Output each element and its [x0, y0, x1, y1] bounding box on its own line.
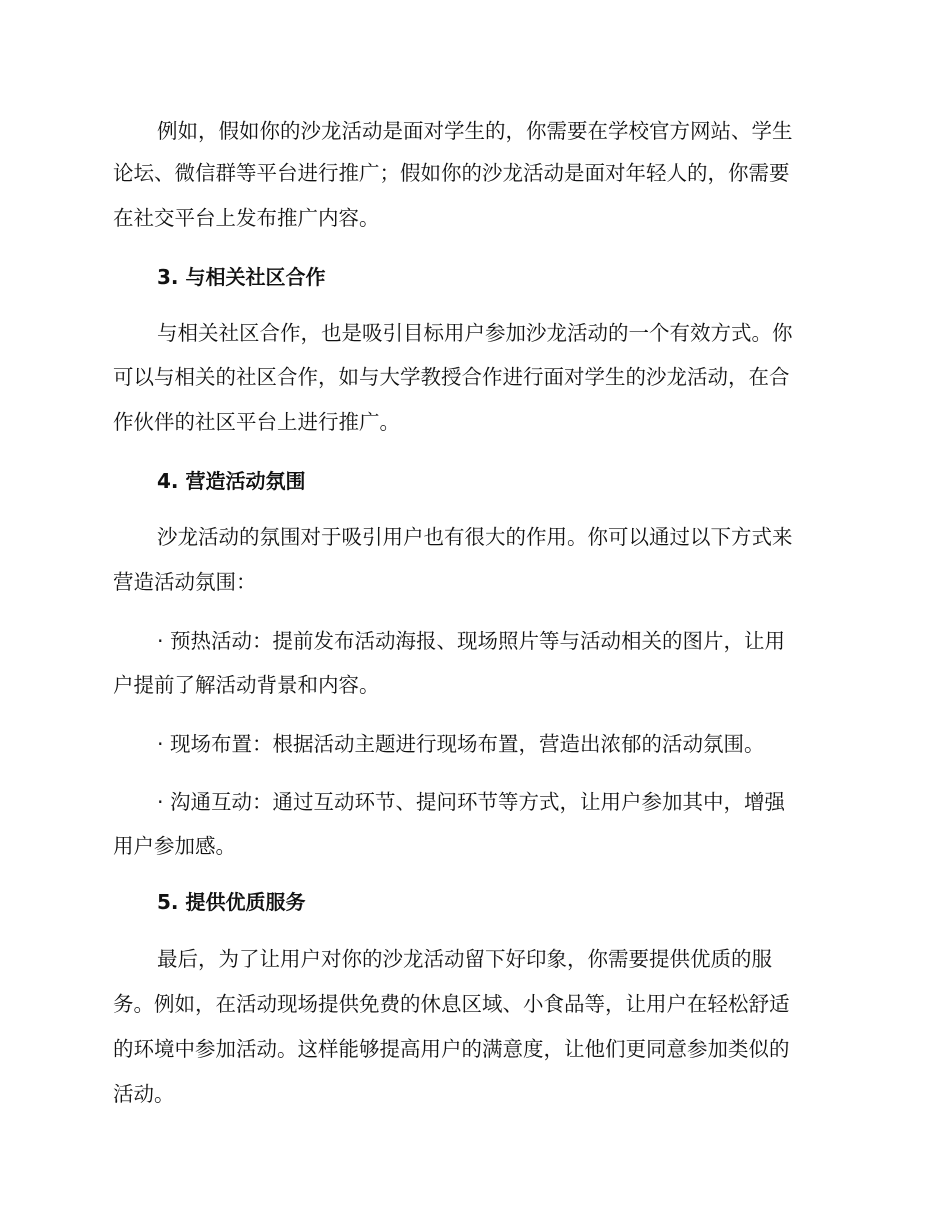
paragraph-line: 作伙伴的社区平台上进行推广。	[113, 410, 400, 434]
paragraph-line: 活动。	[113, 1082, 175, 1106]
bullet-item: · 现场布置：根据活动主题进行现场布置，营造出浓郁的活动氛围。	[157, 732, 765, 756]
paragraph-line: 最后，为了让用户对你的沙龙活动留下好印象，你需要提供优质的服	[157, 947, 772, 971]
paragraph-line: 务。例如，在活动现场提供免费的休息区域、小食品等，让用户在轻松舒适	[113, 992, 790, 1016]
paragraph-line: 可以与相关的社区合作，如与大学教授合作进行面对学生的沙龙活动，在合	[113, 365, 790, 389]
paragraph-line: 例如，假如你的沙龙活动是面对学生的，你需要在学校官方网站、学生	[157, 119, 793, 143]
paragraph-line: 的环境中参加活动。这样能够提高用户的满意度，让他们更同意参加类似的	[113, 1037, 790, 1061]
bullet-item: · 沟通互动：通过互动环节、提问环节等方式，让用户参加其中，增强	[157, 790, 786, 814]
paragraph-line: 论坛、微信群等平台进行推广；假如你的沙龙活动是面对年轻人的，你需要	[113, 161, 790, 185]
bullet-item-continuation: 户提前了解活动背景和内容。	[113, 673, 380, 697]
section-heading: 5. 提供优质服务	[157, 890, 306, 914]
section-heading: 3. 与相关社区合作	[157, 265, 326, 289]
section-heading: 4. 营造活动氛围	[157, 469, 306, 493]
paragraph-line: 沙龙活动的氛围对于吸引用户也有很大的作用。你可以通过以下方式来	[157, 525, 793, 549]
paragraph-line: 在社交平台上发布推广内容。	[113, 206, 380, 230]
bullet-item-continuation: 用户参加感。	[113, 834, 236, 858]
paragraph-line: 营造活动氛围：	[113, 570, 257, 594]
bullet-item: · 预热活动：提前发布活动海报、现场照片等与活动相关的图片，让用	[157, 629, 786, 653]
paragraph-line: 与相关社区合作，也是吸引目标用户参加沙龙活动的一个有效方式。你	[157, 321, 793, 345]
